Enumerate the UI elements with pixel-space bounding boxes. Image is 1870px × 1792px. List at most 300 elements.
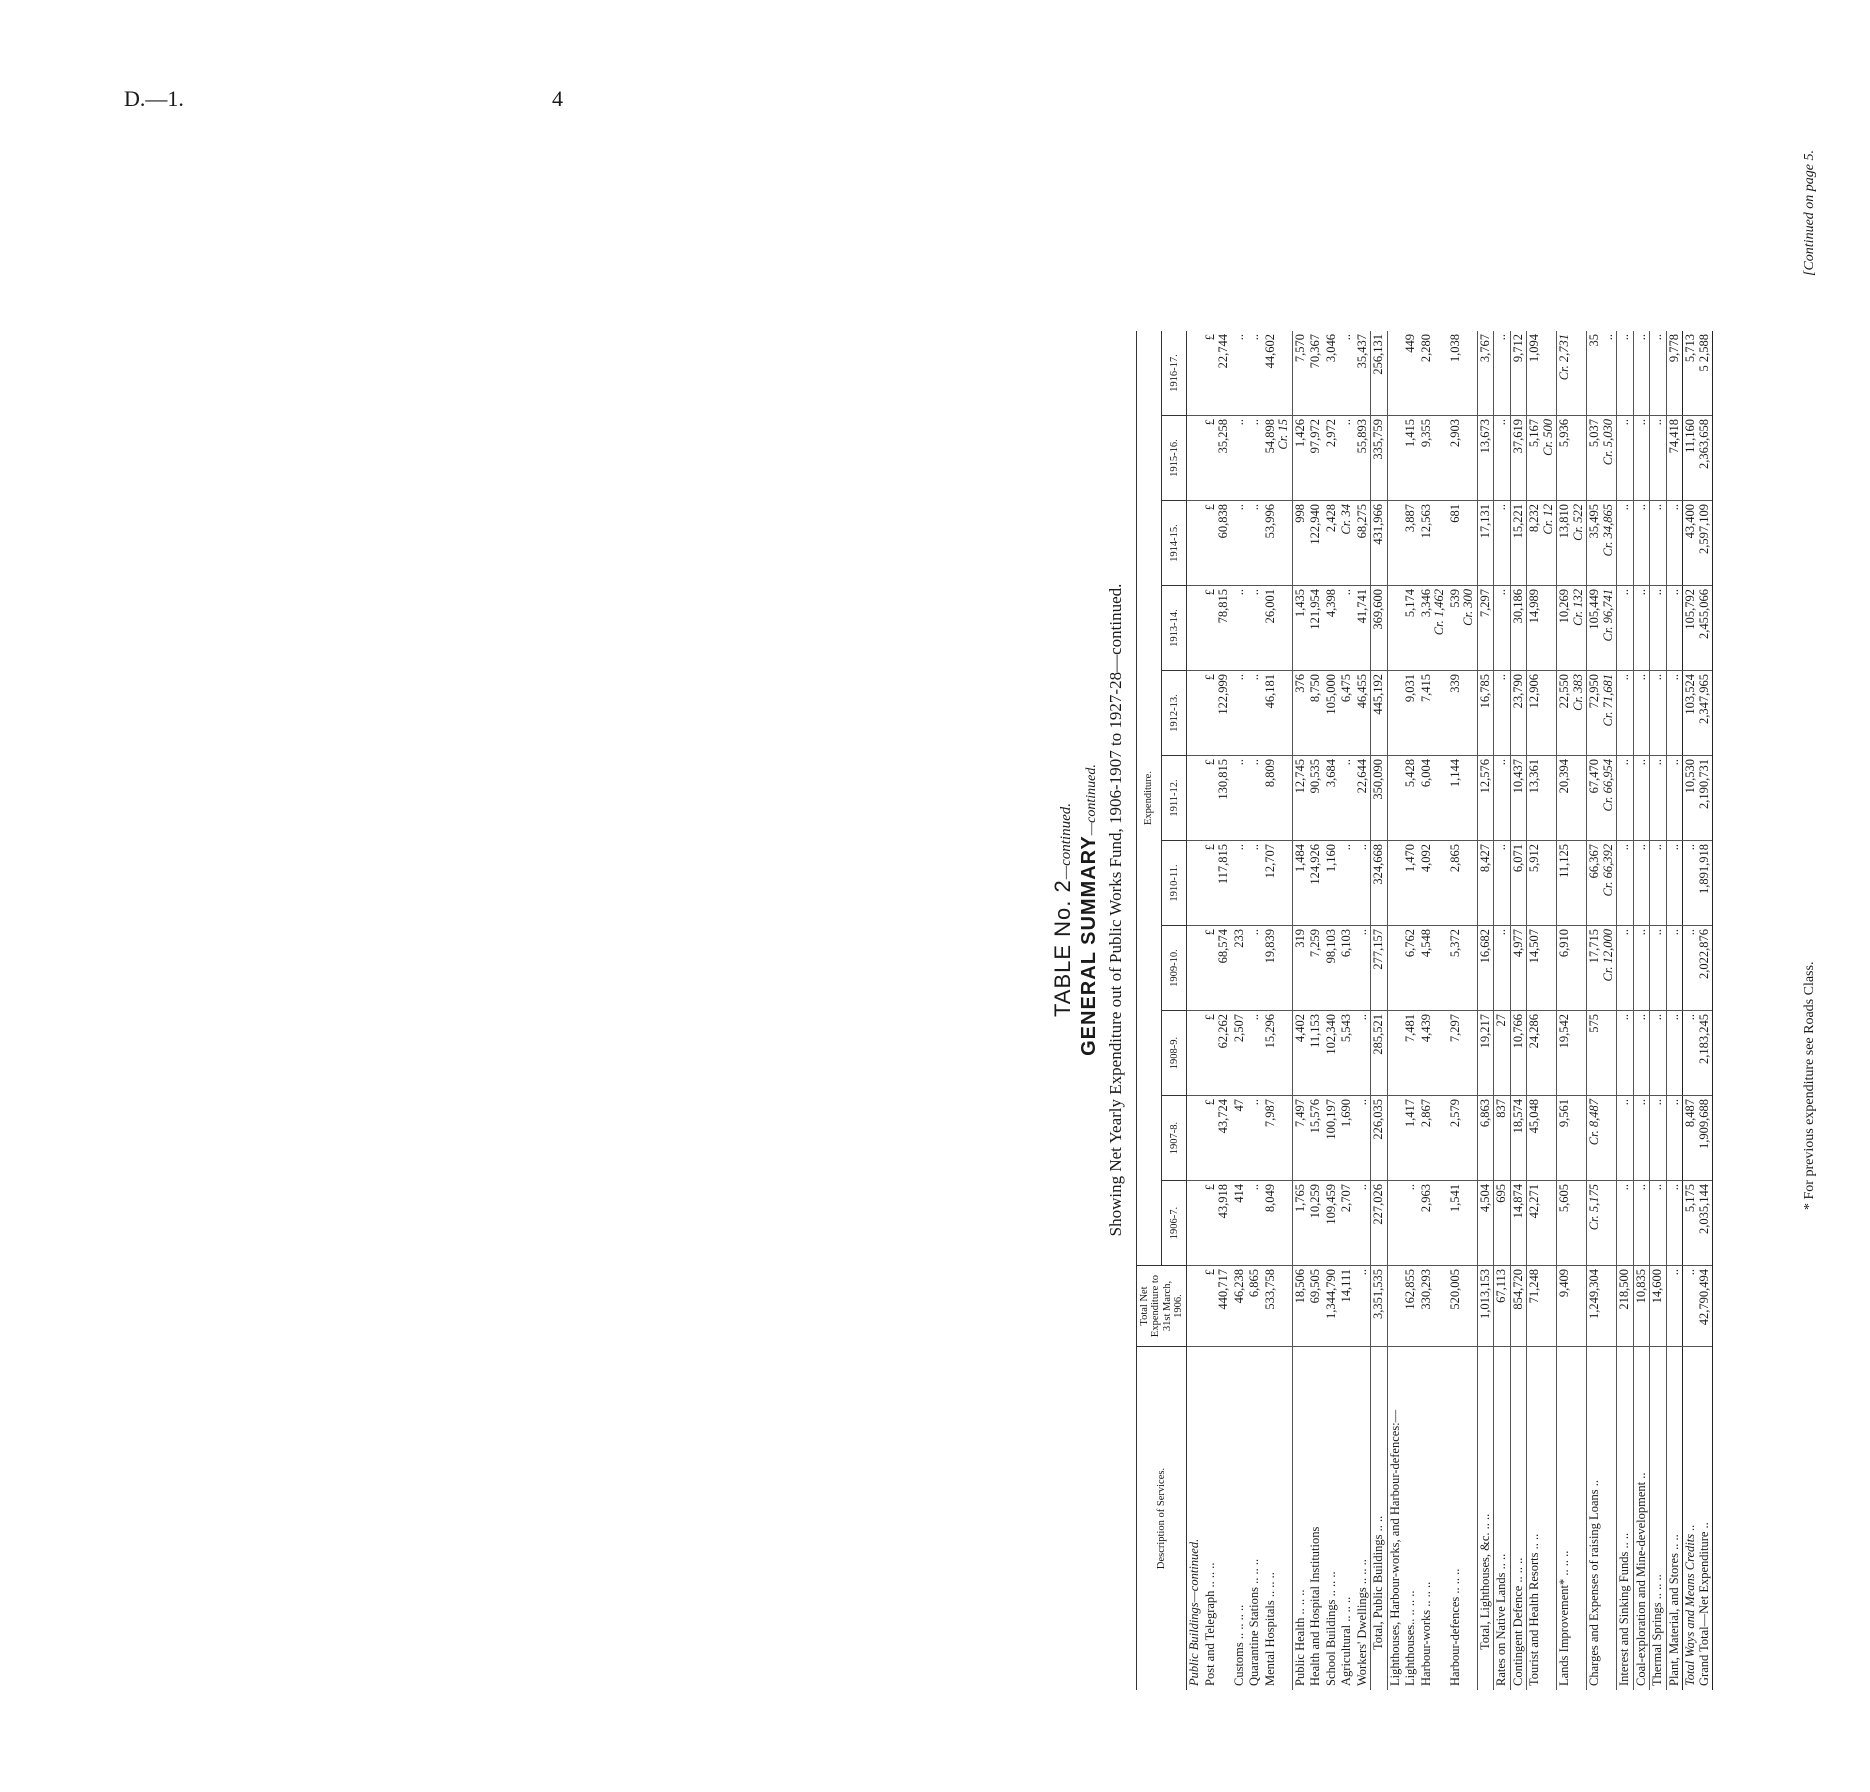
row-value: ..	[1650, 756, 1667, 841]
row-value	[1387, 586, 1403, 671]
footnote: * For previous expenditure see Roads Class.	[1802, 961, 1817, 1210]
row-value: 12,576	[1477, 756, 1494, 841]
table-row	[1308, 331, 1324, 1690]
row-description: Contingent Defence .. .. ..	[1510, 1347, 1527, 1691]
row-value: £ 35,258	[1203, 416, 1232, 501]
rotated-table-page	[1010, 120, 1870, 1700]
table-row	[1371, 331, 1388, 1690]
row-value: 30,186	[1510, 586, 1527, 671]
row-value: ..	[1355, 1011, 1371, 1096]
header-description: Description of Services.	[1137, 1347, 1187, 1691]
row-value: ..	[1650, 1011, 1667, 1096]
row-value: 71,248	[1527, 1266, 1557, 1347]
row-value: 1,435	[1292, 586, 1308, 671]
row-value: 12,906	[1527, 671, 1557, 756]
row-value: 335,759	[1371, 416, 1388, 501]
row-value: ..	[1247, 1011, 1263, 1096]
row-value: ..	[1617, 1011, 1634, 1096]
row-value	[1387, 1096, 1403, 1181]
row-value: 19,217	[1477, 1011, 1494, 1096]
row-value: 100,197	[1324, 1096, 1340, 1181]
row-value: ..	[1617, 1181, 1634, 1266]
row-value: 6,910	[1557, 926, 1587, 1011]
row-value: 67,113	[1494, 1266, 1511, 1347]
row-value: 9,712	[1510, 331, 1527, 416]
row-value: 10,437	[1510, 756, 1527, 841]
row-value: 17,131	[1477, 501, 1494, 586]
row-value: ..	[1633, 841, 1650, 926]
row-value: 35,495 Cr. 34,865	[1587, 501, 1617, 586]
continued-note: [Continued on page 5.	[1802, 150, 1817, 276]
row-value: £ 43,724	[1203, 1096, 1232, 1181]
row-value: Cr. 5,175	[1587, 1181, 1617, 1266]
row-value: ..	[1650, 1096, 1667, 1181]
row-value: ..	[1355, 841, 1371, 926]
expenditure-table	[1136, 331, 1713, 1690]
row-value: 18,506	[1292, 1266, 1308, 1347]
row-value: 5,713 5 2,588	[1683, 331, 1713, 416]
row-value: 6,004	[1419, 756, 1448, 841]
header-year: 1911-12.	[1162, 756, 1187, 841]
row-value: ..	[1666, 501, 1683, 586]
row-value: 90,535	[1308, 756, 1324, 841]
row-value: 6,863	[1477, 1096, 1494, 1181]
row-value: 8,049	[1263, 1181, 1293, 1266]
row-value: ..	[1494, 586, 1511, 671]
row-value	[1187, 756, 1203, 841]
row-value	[1187, 1181, 1203, 1266]
row-value: 22,644	[1355, 756, 1371, 841]
row-value: 5,372	[1448, 926, 1478, 1011]
row-value: 6,762	[1403, 926, 1419, 1011]
row-value: 46,455	[1355, 671, 1371, 756]
row-value: ..	[1494, 756, 1511, 841]
table-row	[1527, 331, 1557, 1690]
row-value: ..	[1666, 1266, 1683, 1347]
row-value: 23,790	[1510, 671, 1527, 756]
row-value: ..	[1494, 841, 1511, 926]
row-value: ..	[1339, 331, 1355, 416]
row-value: ..	[1494, 331, 1511, 416]
row-description: Total, Public Buildings .. ..	[1371, 1347, 1388, 1691]
row-value: 681	[1448, 501, 1478, 586]
row-value: ..	[1633, 416, 1650, 501]
table-row	[1587, 331, 1617, 1690]
row-value	[1187, 586, 1203, 671]
row-value: 14,989	[1527, 586, 1557, 671]
row-value: 7,259	[1308, 926, 1324, 1011]
row-value: 350,090	[1371, 756, 1388, 841]
row-value: 1,417	[1403, 1096, 1419, 1181]
row-value	[1387, 1011, 1403, 1096]
row-value: ..	[1650, 331, 1667, 416]
row-value: ..	[1355, 1266, 1371, 1347]
row-value	[1387, 501, 1403, 586]
row-value: 2,903	[1448, 416, 1478, 501]
row-value: ..	[1339, 756, 1355, 841]
row-value: 5,428	[1403, 756, 1419, 841]
row-value: 47	[1232, 1096, 1248, 1181]
header-year: 1914-15.	[1162, 501, 1187, 586]
table-row	[1557, 331, 1587, 1690]
row-value: 8,487 1,909,688	[1683, 1096, 1713, 1181]
row-value: 8,750	[1308, 671, 1324, 756]
row-description: Lands Improvement* .. .. ..	[1557, 1347, 1587, 1691]
row-value: 3,346 Cr. 1,462	[1419, 586, 1448, 671]
row-value: 4,092	[1419, 841, 1448, 926]
row-value: ..	[1650, 586, 1667, 671]
row-value: 11,153	[1308, 1011, 1324, 1096]
row-value: 277,157	[1371, 926, 1388, 1011]
row-value: ..	[1355, 1181, 1371, 1266]
row-value	[1187, 671, 1203, 756]
row-value: 218,500	[1617, 1266, 1634, 1347]
row-value: ..	[1494, 501, 1511, 586]
row-value: 98,103	[1324, 926, 1340, 1011]
row-value: 103,524 2,347,965	[1683, 671, 1713, 756]
row-value: £ 122,999	[1203, 671, 1232, 756]
row-value: ..	[1633, 926, 1650, 1011]
row-value: ..	[1494, 671, 1511, 756]
row-value: ..	[1650, 926, 1667, 1011]
row-value: ..	[1339, 586, 1355, 671]
header-year: 1907-8.	[1162, 1096, 1187, 1181]
row-value: £ 130,815	[1203, 756, 1232, 841]
row-value: 20,394	[1557, 756, 1587, 841]
row-description: Quarantine Stations .. .. ..	[1247, 1558, 1262, 1686]
table-row	[1633, 331, 1650, 1690]
row-value: ..	[1633, 1096, 1650, 1181]
row-value: 122,940	[1308, 501, 1324, 586]
table-row	[1355, 331, 1371, 1690]
row-value: 7,297	[1448, 1011, 1478, 1096]
table-row	[1666, 331, 1683, 1690]
row-value: ..	[1232, 331, 1248, 416]
row-value: 46,238	[1232, 1266, 1248, 1347]
header-year: 1913-14.	[1162, 586, 1187, 671]
row-value: 3,767	[1477, 331, 1494, 416]
row-value: 15,576	[1308, 1096, 1324, 1181]
row-value: ..	[1232, 586, 1248, 671]
row-value: 1,765	[1292, 1181, 1308, 1266]
row-value	[1387, 841, 1403, 926]
row-value: 2,707	[1339, 1181, 1355, 1266]
row-value: ..	[1666, 586, 1683, 671]
row-value: ..	[1650, 671, 1667, 756]
row-value: 5,543	[1339, 1011, 1355, 1096]
row-value: 5,912	[1527, 841, 1557, 926]
row-value: 6,865	[1247, 1266, 1263, 1347]
row-value: 66,367 Cr. 66,392	[1587, 841, 1617, 926]
row-value: 105,449 Cr. 96,741	[1587, 586, 1617, 671]
row-value: ..	[1232, 671, 1248, 756]
row-value: 1,144	[1448, 756, 1478, 841]
row-value: 520,005	[1448, 1266, 1478, 1347]
table-row	[1187, 331, 1203, 1690]
row-value: 1,094	[1527, 331, 1557, 416]
row-value: ..	[1666, 1011, 1683, 1096]
row-value: 854,720	[1510, 1266, 1527, 1347]
row-value: ..	[1355, 1096, 1371, 1181]
header-year: 1906-7.	[1162, 1181, 1187, 1266]
row-value: 256,131	[1371, 331, 1388, 416]
row-description: Harbour-defences .. .. ..	[1447, 1568, 1462, 1686]
header-total: Total Net Expenditure to 31st March, 1906.	[1137, 1266, 1187, 1347]
row-value: £ 43,918	[1203, 1181, 1232, 1266]
row-value: 105,792 2,455,066	[1683, 586, 1713, 671]
row-value: 41,741	[1355, 586, 1371, 671]
row-value: 7,570	[1292, 331, 1308, 416]
row-value: £ 117,815	[1203, 841, 1232, 926]
row-value: 35 ..	[1587, 331, 1617, 416]
row-value: 7,987	[1263, 1096, 1293, 1181]
row-value: 6,103	[1339, 926, 1355, 1011]
row-value: 431,966	[1371, 501, 1388, 586]
row-value: ..	[1617, 756, 1634, 841]
row-value: 1,690	[1339, 1096, 1355, 1181]
header-year: 1910-11.	[1162, 841, 1187, 926]
row-value: Cr. 34	[1339, 501, 1355, 586]
row-value	[1187, 416, 1203, 501]
page-code: D.—1.	[124, 86, 184, 111]
row-value: 10,259	[1308, 1181, 1324, 1266]
row-value: ..	[1247, 841, 1263, 926]
row-value	[1387, 1181, 1403, 1266]
row-value: .. 1,891,918	[1683, 841, 1713, 926]
row-value: 2,280	[1419, 331, 1448, 416]
row-value: 67,470 Cr. 66,954	[1587, 756, 1617, 841]
row-value: 227,026	[1371, 1181, 1388, 1266]
row-value: 19,839	[1263, 926, 1293, 1011]
row-value: 10,530 2,190,731	[1683, 756, 1713, 841]
row-value: 2,963	[1419, 1181, 1448, 1266]
table-title: TABLE No. 2—continued.	[1050, 803, 1075, 1018]
row-value: 10,269 Cr. 132	[1557, 586, 1587, 671]
table-subtitle: GENERAL SUMMARY—continued.	[1078, 764, 1100, 1056]
row-description: Agricultural .. .. ..	[1339, 1596, 1354, 1686]
row-value: 2,867	[1419, 1096, 1448, 1181]
table-row	[1403, 331, 1419, 1690]
row-value: 533,758	[1263, 1266, 1293, 1347]
row-value	[1387, 1266, 1403, 1347]
row-value: 5,936	[1557, 416, 1587, 501]
row-value: ..	[1666, 1181, 1683, 1266]
row-value: 1,484	[1292, 841, 1308, 926]
row-value: 5,167 Cr. 500	[1527, 416, 1557, 501]
row-value: ..	[1494, 926, 1511, 1011]
table-row	[1683, 331, 1713, 1690]
row-value: 26,001	[1263, 586, 1293, 671]
table-row	[1263, 331, 1293, 1690]
row-value: ..	[1232, 756, 1248, 841]
row-value: 1,415	[1403, 416, 1419, 501]
row-value: 7,497	[1292, 1096, 1308, 1181]
row-value: ..	[1617, 841, 1634, 926]
row-value: £ 62,262	[1203, 1011, 1232, 1096]
row-value: 3,351,535	[1371, 1266, 1388, 1347]
row-value: £ 68,574	[1203, 926, 1232, 1011]
row-value	[1187, 926, 1203, 1011]
table-row	[1494, 331, 1511, 1690]
row-value: 10,766	[1510, 1011, 1527, 1096]
row-value: 2,579	[1448, 1096, 1478, 1181]
row-value: 10,835	[1633, 1266, 1650, 1347]
row-value: ..	[1617, 331, 1634, 416]
row-value: ..	[1494, 416, 1511, 501]
row-value: 9,561	[1557, 1096, 1587, 1181]
row-description: Lighthouses.. .. .. ..	[1403, 1590, 1418, 1686]
row-value: ..	[1617, 501, 1634, 586]
row-value: 13,810 Cr. 522	[1557, 501, 1587, 586]
row-value: 105,000	[1324, 671, 1340, 756]
row-value: ..	[1633, 501, 1650, 586]
row-description: Total Ways and Means Credits .. Grand Total—Net Expenditure ..	[1683, 1347, 1713, 1691]
header-expenditure: Expenditure.	[1137, 331, 1162, 1266]
row-value: £ 440,717	[1203, 1266, 1232, 1347]
row-value: 37,619	[1510, 416, 1527, 501]
row-value: 102,340	[1324, 1011, 1340, 1096]
table-body	[1187, 331, 1713, 1690]
row-value: ..	[1232, 416, 1248, 501]
row-value: 69,505	[1308, 1266, 1324, 1347]
row-value: ..	[1247, 1181, 1263, 1266]
row-value: 539 Cr. 300	[1448, 586, 1478, 671]
row-value: ..	[1247, 756, 1263, 841]
row-value: ..	[1232, 501, 1248, 586]
table-row	[1510, 331, 1527, 1690]
row-value: 330,293	[1419, 1266, 1448, 1347]
row-value: 445,192	[1371, 671, 1388, 756]
row-value: 1,426	[1292, 416, 1308, 501]
row-value: ..	[1617, 586, 1634, 671]
row-value: 2,972	[1324, 416, 1340, 501]
row-description: Mental Hospitals .. .. ..	[1262, 1572, 1277, 1686]
row-value: 5,175 2,035,144	[1683, 1181, 1713, 1266]
row-value: ..	[1650, 1181, 1667, 1266]
row-value: 72,950 Cr. 71,681	[1587, 671, 1617, 756]
row-value: 74,418	[1666, 416, 1683, 501]
row-value: ..	[1633, 671, 1650, 756]
row-value: 1,038	[1448, 331, 1478, 416]
row-value: 24,286	[1527, 1011, 1557, 1096]
table-row	[1232, 331, 1248, 1690]
row-value: ..	[1650, 841, 1667, 926]
row-value: 4,977	[1510, 926, 1527, 1011]
row-value: 14,600	[1650, 1266, 1667, 1347]
row-value: .. 2,183,245	[1683, 1011, 1713, 1096]
row-value: 15,221	[1510, 501, 1527, 586]
row-value: ..	[1666, 671, 1683, 756]
row-value: 319	[1292, 926, 1308, 1011]
row-value: 8,232 Cr. 12	[1527, 501, 1557, 586]
row-value: ..	[1633, 1011, 1650, 1096]
row-value: ..	[1666, 841, 1683, 926]
row-value: 162,855	[1403, 1266, 1419, 1347]
table-row	[1324, 331, 1340, 1690]
row-value: 16,682	[1477, 926, 1494, 1011]
row-value: 3,046	[1324, 331, 1340, 416]
row-value: 7,415	[1419, 671, 1448, 756]
row-value: ..	[1650, 501, 1667, 586]
row-value: 9,355	[1419, 416, 1448, 501]
row-description: School Buildings .. .. ..	[1323, 1571, 1338, 1686]
row-description: Public Buildings—continued.	[1187, 1538, 1202, 1686]
row-value: 12,745	[1292, 756, 1308, 841]
row-value: 12,563	[1419, 501, 1448, 586]
row-value: 7,297	[1477, 586, 1494, 671]
row-value: ..	[1339, 416, 1355, 501]
table-row	[1448, 331, 1478, 1690]
row-value	[1187, 1011, 1203, 1096]
row-value: 376	[1292, 671, 1308, 756]
row-value: ..	[1633, 331, 1650, 416]
row-value: 324,668	[1371, 841, 1388, 926]
row-value: 4,548	[1419, 926, 1448, 1011]
row-value: ..	[1617, 926, 1634, 1011]
row-value	[1187, 501, 1203, 586]
row-value	[1387, 331, 1403, 416]
row-value: ..	[1247, 926, 1263, 1011]
row-value: 449	[1403, 331, 1419, 416]
row-value: 3,684	[1324, 756, 1340, 841]
row-value: 5,037 Cr. 5,030	[1587, 416, 1617, 501]
row-value: 17,715 Cr. 12,000	[1587, 926, 1617, 1011]
row-value	[1387, 926, 1403, 1011]
row-value: 55,893	[1355, 416, 1371, 501]
row-description: Rates on Native Lands .. ..	[1494, 1347, 1511, 1691]
row-value: 1,249,304	[1587, 1266, 1617, 1347]
row-value: 8,427	[1477, 841, 1494, 926]
row-description: Charges and Expenses of raising Loans ..	[1587, 1347, 1617, 1691]
row-value: 8,809	[1263, 756, 1293, 841]
row-value: .. 42,790,494	[1683, 1266, 1713, 1347]
row-value: 11,160 2,363,658	[1683, 416, 1713, 501]
row-value: 22,550 Cr. 383	[1557, 671, 1587, 756]
row-value: 42,271	[1527, 1181, 1557, 1266]
row-value: ..	[1666, 926, 1683, 1011]
row-description: Tourist and Health Resorts .. ..	[1527, 1347, 1557, 1691]
table-row	[1247, 331, 1263, 1690]
row-value: ..	[1666, 1096, 1683, 1181]
row-value: 2,428	[1324, 501, 1340, 586]
row-value: 4,504	[1477, 1181, 1494, 1266]
row-value	[1387, 416, 1403, 501]
row-value: 13,361	[1527, 756, 1557, 841]
row-value: ..	[1403, 1181, 1419, 1266]
table-caption: Showing Net Yearly Expenditure out of Public Works Fund, 1906-1907 to 1927-28—continued.	[1106, 583, 1125, 1237]
row-value: 226,035	[1371, 1096, 1388, 1181]
row-description: Total, Lighthouses, &c. .. ..	[1477, 1347, 1494, 1691]
row-value: 4,439	[1419, 1011, 1448, 1096]
row-value: 4,398	[1324, 586, 1340, 671]
row-value: 35,437	[1355, 331, 1371, 416]
table-row	[1477, 331, 1494, 1690]
table-row	[1292, 331, 1308, 1690]
row-description: Post and Telegraph .. .. ..	[1202, 1562, 1217, 1686]
row-value	[1187, 331, 1203, 416]
row-value: 43,400 2,597,109	[1683, 501, 1713, 586]
row-value: 14,507	[1527, 926, 1557, 1011]
row-value: 19,542	[1557, 1011, 1587, 1096]
row-value: 14,111	[1339, 1266, 1355, 1347]
row-value: 695	[1494, 1181, 1511, 1266]
row-value: ..	[1247, 586, 1263, 671]
row-value: 11,125	[1557, 841, 1587, 926]
row-value: 70,367	[1308, 331, 1324, 416]
row-description: Coal-exploration and Mine-development ..	[1633, 1347, 1650, 1691]
row-value: 369,600	[1371, 586, 1388, 671]
page-number: 4	[552, 86, 563, 111]
